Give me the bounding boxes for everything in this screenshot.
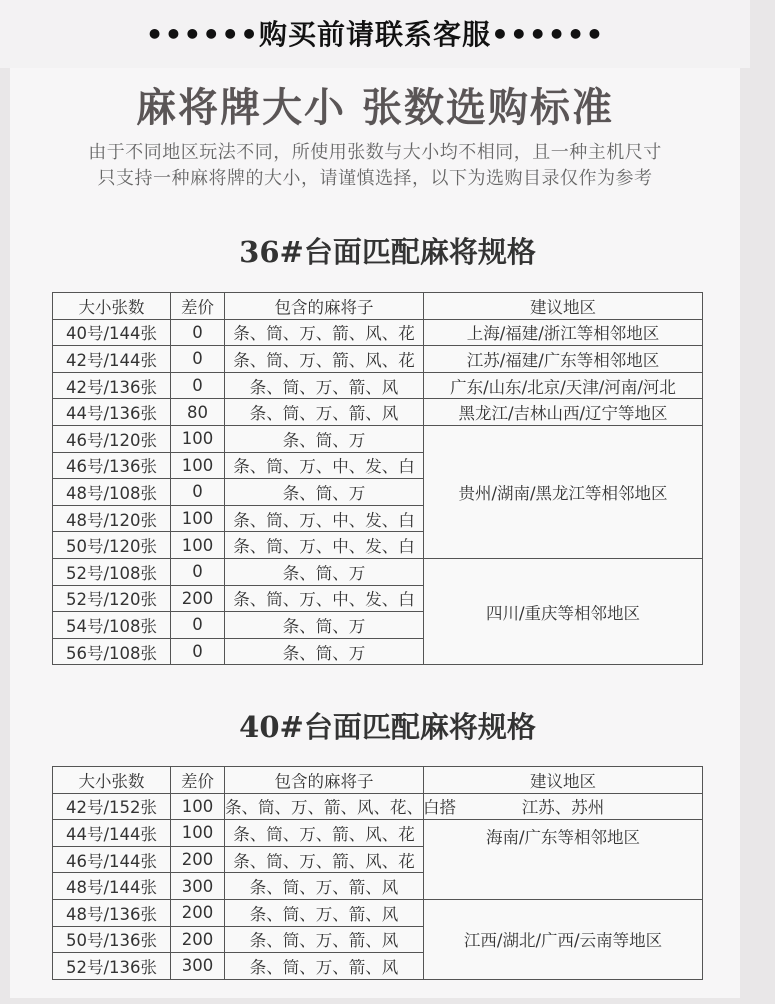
tiles-cell: 条、筒、万 [225, 558, 424, 585]
price-cell: 0 [171, 346, 225, 373]
tiles-cell: 条、筒、万、箭、风 [225, 372, 424, 399]
spec-table-36 [52, 292, 703, 665]
price-cell: 300 [171, 953, 225, 980]
spec-table-40 [52, 766, 703, 980]
tiles-cell: 条、筒、万 [225, 425, 424, 452]
region-cell: 江苏/福建/广东等相邻地区 [424, 346, 703, 373]
size-cell: 52号/120张 [53, 585, 171, 612]
tiles-cell: 条、筒、万、中、发、白 [225, 452, 424, 479]
header-size: 大小张数 [53, 293, 171, 320]
price-cell: 100 [171, 532, 225, 559]
size-cell: 48号/144张 [53, 873, 171, 900]
intro-line-1: 由于不同地区玩法不同，所使用张数与大小均不相同，且一种主机尺寸 [88, 142, 662, 163]
table-row [53, 319, 703, 346]
tiles-cell: 条、筒、万、箭、风 [225, 399, 424, 426]
price-cell: 200 [171, 585, 225, 612]
size-cell: 46号/136张 [53, 452, 171, 479]
header-tiles: 包含的麻将子 [225, 767, 424, 794]
price-cell: 100 [171, 425, 225, 452]
table-row [53, 820, 703, 847]
region-cell: 贵州/湖南/黑龙江等相邻地区 [424, 425, 703, 558]
section-36-title: 36#台面匹配麻将规格 [239, 235, 536, 269]
price-cell: 100 [171, 505, 225, 532]
size-cell: 52号/108张 [53, 558, 171, 585]
price-cell: 0 [171, 319, 225, 346]
size-cell: 48号/136张 [53, 899, 171, 926]
header-region: 建议地区 [424, 293, 703, 320]
tiles-cell: 条、筒、万、中、发、白 [225, 585, 424, 612]
tiles-cell: 条、筒、万、箭、风 [225, 873, 424, 900]
tiles-cell: 条、筒、万 [225, 638, 424, 665]
header-price: 差价 [171, 767, 225, 794]
region-cell: 海南/广东等相邻地区 [424, 820, 703, 900]
intro-line-2: 只支持一种麻将牌的大小，请谨慎选择，以下为选购目录仅作为参考 [97, 168, 653, 189]
header-region: 建议地区 [424, 767, 703, 794]
size-cell: 52号/136张 [53, 953, 171, 980]
price-cell: 0 [171, 372, 225, 399]
size-cell: 42号/136张 [53, 372, 171, 399]
size-cell: 42号/144张 [53, 346, 171, 373]
tiles-cell: 条、筒、万、箭、风、花 [225, 319, 424, 346]
region-cell: 黑龙江/吉林山西/辽宁等地区 [424, 399, 703, 426]
price-cell: 0 [171, 612, 225, 639]
table-row [53, 399, 703, 426]
size-cell: 46号/144张 [53, 846, 171, 873]
table-row [53, 372, 703, 399]
region-cell: 上海/福建/浙江等相邻地区 [424, 319, 703, 346]
tiles-cell: 条、筒、万、箭、风、花 [225, 846, 424, 873]
tiles-cell: 条、筒、万、中、发、白 [225, 505, 424, 532]
price-cell: 0 [171, 638, 225, 665]
size-cell: 46号/120张 [53, 425, 171, 452]
tiles-cell: 条、筒、万、箭、风 [225, 953, 424, 980]
price-cell: 80 [171, 399, 225, 426]
size-cell: 48号/120张 [53, 505, 171, 532]
tiles-cell: 条、筒、万、箭、风、花、白搭 [225, 793, 424, 820]
contact-service-banner: ••••••购买前请联系客服•••••• [0, 0, 750, 68]
size-cell: 40号/144张 [53, 319, 171, 346]
page-title: 麻将牌大小 张数选购标准 [136, 85, 614, 131]
tiles-cell: 条、筒、万、中、发、白 [225, 532, 424, 559]
size-cell: 42号/152张 [53, 793, 171, 820]
region-cell: 江苏、苏州 [424, 793, 703, 820]
table-row [53, 346, 703, 373]
price-cell: 100 [171, 793, 225, 820]
header-size: 大小张数 [53, 767, 171, 794]
table-header-row [53, 767, 703, 794]
header-price: 差价 [171, 293, 225, 320]
table-header-row [53, 293, 703, 320]
tiles-cell: 条、筒、万 [225, 479, 424, 506]
price-cell: 100 [171, 820, 225, 847]
size-cell: 44号/144张 [53, 820, 171, 847]
header-tiles: 包含的麻将子 [225, 293, 424, 320]
size-cell: 56号/108张 [53, 638, 171, 665]
price-cell: 0 [171, 479, 225, 506]
table-row [53, 558, 703, 585]
price-cell: 200 [171, 926, 225, 953]
region-cell: 江西/湖北/广西/云南等地区 [424, 899, 703, 979]
section-40-title: 40#台面匹配麻将规格 [239, 710, 536, 744]
price-cell: 200 [171, 846, 225, 873]
size-cell: 54号/108张 [53, 612, 171, 639]
size-cell: 50号/136张 [53, 926, 171, 953]
price-cell: 200 [171, 899, 225, 926]
tiles-cell: 条、筒、万 [225, 612, 424, 639]
table-row [53, 899, 703, 926]
tiles-cell: 条、筒、万、箭、风、花 [225, 346, 424, 373]
tiles-cell: 条、筒、万、箭、风 [225, 899, 424, 926]
tiles-cell: 条、筒、万、箭、风 [225, 926, 424, 953]
table-row [53, 425, 703, 452]
table-row [53, 793, 703, 820]
tiles-cell: 条、筒、万、箭、风、花 [225, 820, 424, 847]
price-cell: 0 [171, 558, 225, 585]
size-cell: 44号/136张 [53, 399, 171, 426]
size-cell: 48号/108张 [53, 479, 171, 506]
size-cell: 50号/120张 [53, 532, 171, 559]
price-cell: 300 [171, 873, 225, 900]
region-cell: 四川/重庆等相邻地区 [424, 558, 703, 664]
price-cell: 100 [171, 452, 225, 479]
region-cell: 广东/山东/北京/天津/河南/河北 [424, 372, 703, 399]
